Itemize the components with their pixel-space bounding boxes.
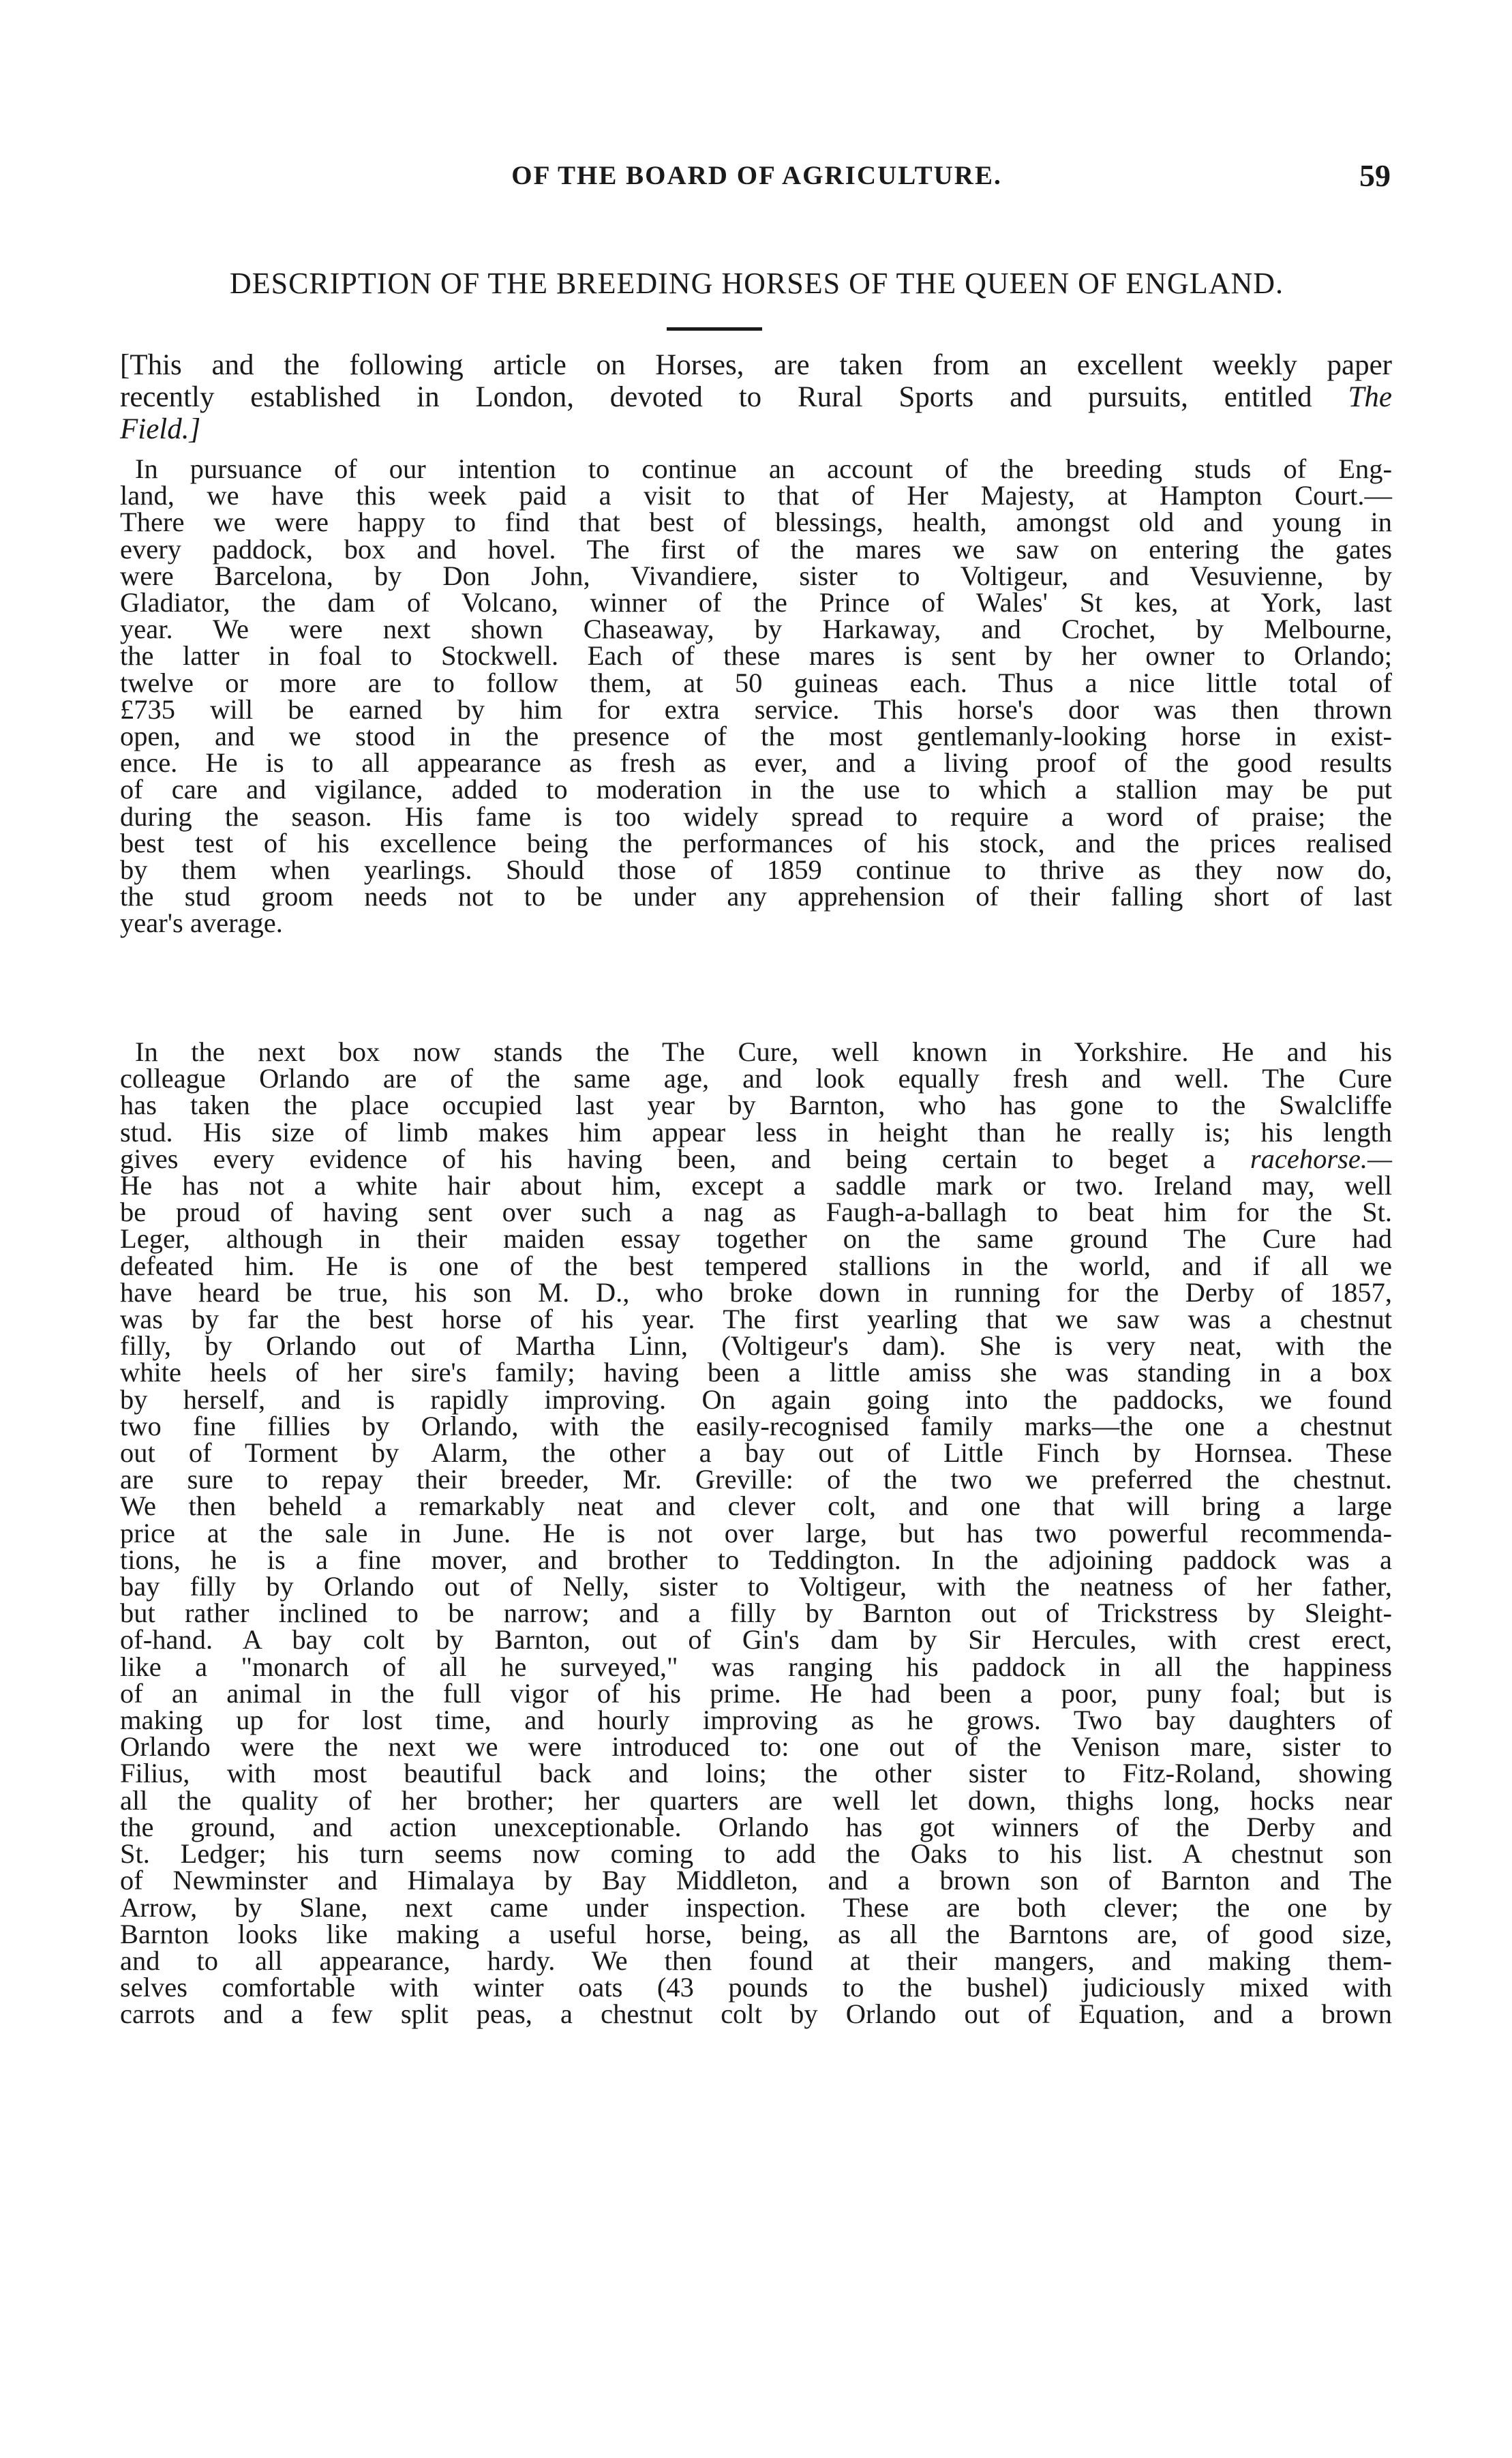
text-line: the stud groom needs not to be under any apprehension of their falling short of last <box>120 881 1392 912</box>
text-line: Gladiator, the dam of Volcano, winner of the Prince of Wales' St kes, at York, last <box>120 587 1392 618</box>
text-line: stud. His size of limb makes him appear less in height than he really is; his length <box>120 1116 1392 1148</box>
text-line: £735 will be earned by him for extra service. This horse's door was then thrown <box>120 693 1392 725</box>
text-line: of-hand. A bay colt by Barnton, out of Gin's dam by Sir Hercules, with crest erect, <box>120 1624 1392 1655</box>
text-line: white heels of her sire's family; having been a little amiss she was standing in a box <box>120 1357 1392 1388</box>
text-line: tions, he is a fine mover, and brother to Teddington. In the adjoining paddock was a <box>120 1544 1392 1575</box>
text-line: Barnton looks like making a useful horse, being, as all the Barntons are, of good size, <box>120 1918 1392 1949</box>
text-line: year's average. <box>120 908 283 939</box>
text-line: Filius, with most beautiful back and loins; the other sister to Fitz-Roland, showing <box>120 1758 1392 1789</box>
text-line: making up for lost time, and hourly improving as he grows. Two bay daughters of <box>120 1705 1392 1736</box>
text-line: be proud of having sent over such a nag as Faugh-a-ballagh to beat him for the St. <box>120 1197 1392 1228</box>
text-line: during the season. His fame is too widely spread to require a word of praise; the <box>120 800 1392 832</box>
intro-line <box>120 413 1392 445</box>
text-line: are sure to repay their breeder, Mr. Greville: of the two we preferred the chestnut. <box>120 1464 1392 1495</box>
text-line-part: gives every evidence of his having been, and being certain to beget a <box>120 1143 1215 1174</box>
text-line: colleague Orlando are of the same age, and look equally fresh and well. The Cure <box>120 1063 1392 1094</box>
text-line: bay filly by Orlando out of Nelly, sister to Voltigeur, with the neatness of her father, <box>120 1571 1392 1602</box>
text-line: by herself, and is rapidly improving. On again going into the paddocks, we found <box>120 1383 1392 1415</box>
text-line: of Newminster and Himalaya by Bay Middleton, and a brown son of Barnton and The <box>120 1865 1392 1896</box>
text-line: was by far the best horse of his year. The first yearling that we saw was a chestnut <box>120 1304 1392 1335</box>
text-line: St. Ledger; his turn seems now coming to add the Oaks to his list. A chestnut son <box>120 1838 1392 1870</box>
text-line: He has not a white hair about him, except a saddle mark or two. Ireland may, well <box>120 1170 1392 1201</box>
italic-word: racehorse.— <box>1250 1143 1392 1174</box>
text-line: In pursuance of our intention to continue an account of the breeding studs of Eng- <box>135 453 1392 484</box>
running-title: OF THE BOARD OF AGRICULTURE. <box>511 161 1002 190</box>
text-line: were Barcelona, by Don John, Vivandiere, sister to Voltigeur, and Vesuvienne, by <box>120 560 1392 591</box>
text-line: filly, by Orlando out of Martha Linn, (Voltigeur's dam). She is very neat, with the <box>120 1330 1392 1362</box>
text-line: twelve or more are to follow them, at 50 guineas each. Thus a nice little total of <box>120 667 1392 698</box>
text-line: of care and vigilance, added to moderation in the use to which a stallion may be put <box>120 774 1392 805</box>
text-line: the latter in foal to Stockwell. Each of these mares is sent by her owner to Orlando; <box>120 640 1392 672</box>
italic-word: Field.] <box>120 413 201 445</box>
article-title: DESCRIPTION OF THE BREEDING HORSES OF THE QUEEN OF ENGLAND. <box>229 267 1284 300</box>
text-line: Orlando were the next we were introduced to: one out of the Venison mare, sister to <box>120 1731 1392 1763</box>
text-line: selves comfortable with winter oats (43 pounds to the bushel) judiciously mixed with <box>120 1972 1392 2003</box>
text-line: land, we have this week paid a visit to that of Her Majesty, at Hampton Court.— <box>120 480 1392 511</box>
text-line: ence. He is to all appearance as fresh as ever, and a living proof of the good results <box>120 747 1392 779</box>
running-head <box>123 157 1391 195</box>
text-line: open, and we stood in the presence of the most gentlemanly-looking horse in exist- <box>120 721 1392 752</box>
text-line: In the next box now stands the The Cure, well known in Yorkshire. He and his <box>135 1036 1392 1067</box>
text-line: Leger, although in their maiden essay together on the same ground The Cure had <box>120 1223 1392 1255</box>
text-line: has taken the place occupied last year by Barnton, who has gone to the Swalcliffe <box>120 1090 1392 1121</box>
paragraph-2 <box>120 1038 1392 2028</box>
text-line: and to all appearance, hardy. We then found at their mangers, and making them- <box>120 1945 1392 1976</box>
text-line: carrots and a few split peas, a chestnut colt by Orlando out of Equation, and a brown <box>120 1998 1392 2030</box>
text-line: defeated him. He is one of the best tempered stallions in the world, and if all we <box>120 1250 1392 1281</box>
text-line: by them when yearlings. Should those of 1859 continue to thrive as they now do, <box>120 854 1392 886</box>
intro-line: [This and the following article on Horses, are taken from an excellent weekly paper <box>120 349 1392 381</box>
text-line: We then beheld a remarkably neat and clever colt, and one that will bring a large <box>120 1490 1392 1522</box>
paragraph-1 <box>120 455 1392 937</box>
text-line: have heard be true, his son M. D., who broke down in running for the Derby of 1857, <box>120 1276 1392 1308</box>
text-line: year. We were next shown Chaseaway, by Harkaway, and Crochet, by Melbourne, <box>120 614 1392 645</box>
text-line <box>120 1145 1392 1172</box>
text-line: There we were happy to find that best of blessings, health, amongst old and young in <box>120 507 1392 538</box>
text-line: two fine fillies by Orlando, with the easily-recognised family marks—the one a chestnut <box>120 1410 1392 1441</box>
text-line: price at the sale in June. He is not over large, but has two powerful recommenda- <box>120 1517 1392 1548</box>
intro-line-text: recently established in London, devoted to Rural Sports and pursuits, entitled <box>120 381 1312 413</box>
title-divider <box>667 327 762 331</box>
text-line: best test of his excellence being the performances of his stock, and the prices realised <box>120 827 1392 858</box>
page-number: 59 <box>1359 158 1391 193</box>
text-line: all the quality of her brother; her quarters are well let down, thighs long, hocks near <box>120 1784 1392 1816</box>
text-line: Arrow, by Slane, next came under inspection. These are both clever; the one by <box>120 1891 1392 1923</box>
intro-line <box>120 381 1392 413</box>
text-line: of an animal in the full vigor of his prime. He had been a poor, puny foal; but is <box>120 1677 1392 1709</box>
italic-word: The <box>1348 381 1393 413</box>
text-line: like a "monarch of all he surveyed," was ranging his paddock in all the happiness <box>120 1651 1392 1682</box>
text-line: out of Torment by Alarm, the other a bay out of Little Finch by Hornsea. These <box>120 1437 1392 1469</box>
intro-note <box>120 349 1392 445</box>
text-line: but rather inclined to be narrow; and a filly by Barnton out of Trickstress by Sleight- <box>120 1598 1392 1629</box>
text-line: every paddock, box and hovel. The first of the mares we saw on entering the gates <box>120 533 1392 565</box>
text-line: the ground, and action unexceptionable. Orlando has got winners of the Derby and <box>120 1811 1392 1842</box>
